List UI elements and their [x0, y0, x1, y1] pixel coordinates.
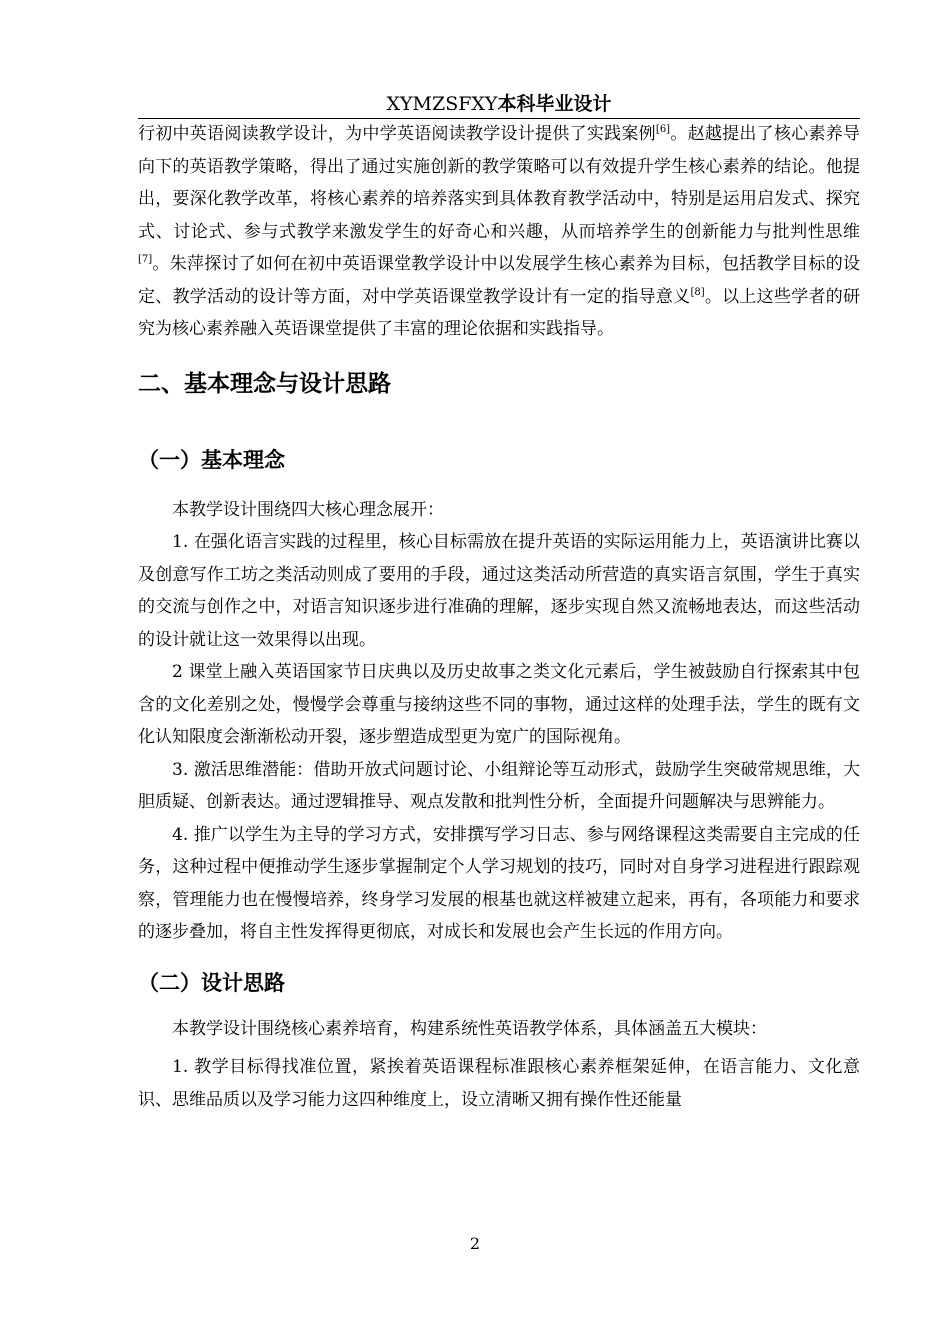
concepts-lead: 本教学设计围绕四大核心理念展开： — [172, 499, 444, 520]
subsection-heading-design: （二）设计思路 — [138, 970, 285, 995]
page-body — [138, 118, 860, 1116]
header-title: 本科毕业设计 — [497, 93, 612, 115]
design-item-1: 1. 教学目标得找准位置，紧挨着英语课程标准跟核心素养框架延伸，在语言能力、文化意识、思维品质以及学习能力这四种维度上，设立清晰又拥有操作性还能量 — [138, 1057, 860, 1110]
concept-item-2: 2 课堂上融入英语国家节日庆典以及历史故事之类文化元素后，学生被鼓励自行探索其中包含的文化差别之处，慢慢学会尊重与接纳这些不同的事物，通过这样的处理手法，学生的既有文化认知限度会渐渐松动开裂，逐步塑造成型更为宽广的国际视角。 — [138, 662, 860, 747]
citation-6: [6] — [655, 124, 671, 135]
citation-7: [7] — [138, 254, 153, 265]
section-heading: 二、基本理念与设计思路 — [138, 370, 391, 397]
subsection-heading-concepts: （一）基本理念 — [138, 447, 285, 472]
concept-item-4: 4. 推广以学生为主导的学习方式，安排撰写学习日志、参与网络课程这类需要自主完成的任务，这种过程中便推动学生逐步掌握制定个人学习规划的技巧，同时对自身学习进程进行跟踪观察，管理能力也在慢慢培养，终身学习发展的根基也就这样被建立起来，再有，各项能力和要求的逐步叠加，将自主性发挥得更彻底，对成长和发展也会产生长远的作用方向。 — [138, 824, 860, 942]
page-number: 2 — [469, 1234, 481, 1253]
intro-paragraph — [138, 118, 860, 346]
design-lead: 本教学设计围绕核心素养培育，构建系统性英语教学体系，具体涵盖五大模块： — [172, 1018, 767, 1039]
intro-text-1: 行初中英语阅读教学设计，为中学英语阅读教学设计提供了实践案例 — [138, 124, 656, 144]
concept-item-1: 1. 在强化语言实践的过程里，核心目标需放在提升英语的实际运用能力上，英语演讲比赛以及创意写作工坊之类活动则成了要用的手段，通过这类活动所营造的真实语言氛围，学生于真实的交流与创作之中，对语言知识逐步进行准确的理解，逐步实现自然又流畅地表达，而这些活动的设计就让这一效果得以出现。 — [138, 532, 860, 650]
intro-text-4: 。以上这些学者的研究为核心素养融入英语课堂提供了丰富的理论依据和实践指导。 — [138, 286, 861, 339]
intro-text-2: 。赵越提出了核心素养导向下的英语教学策略，得出了通过实施创新的教学策略可以有效提升学生核心素养的结论。他提出，要深化教学改革，将核心素养的培养落实到具体教育教学活动中，特别是运用启发式、探究式、讨论式、参与式教学来激发学生的好奇心和兴趣，从而培养学生的创新能力与批判性思维 — [138, 124, 860, 242]
citation-8: [8] — [690, 286, 705, 298]
page-header — [138, 90, 860, 119]
intro-text-3: 。朱萍探讨了如何在初中英语课堂教学设计中以发展学生核心素养为目标，包括教学目标的设定、教学活动的设计等方面，对中学英语课堂教学设计有一定的指导意义 — [138, 254, 860, 307]
concept-item-3: 3. 激活思维潜能：借助开放式问题讨论、小组辩论等互动形式，鼓励学生突破常规思维，大胆质疑、创新表达。通过逻辑推导、观点发散和批判性分析，全面提升问题解决与思辨能力。 — [138, 759, 860, 812]
header-code: XYMZSFXY — [386, 93, 498, 115]
